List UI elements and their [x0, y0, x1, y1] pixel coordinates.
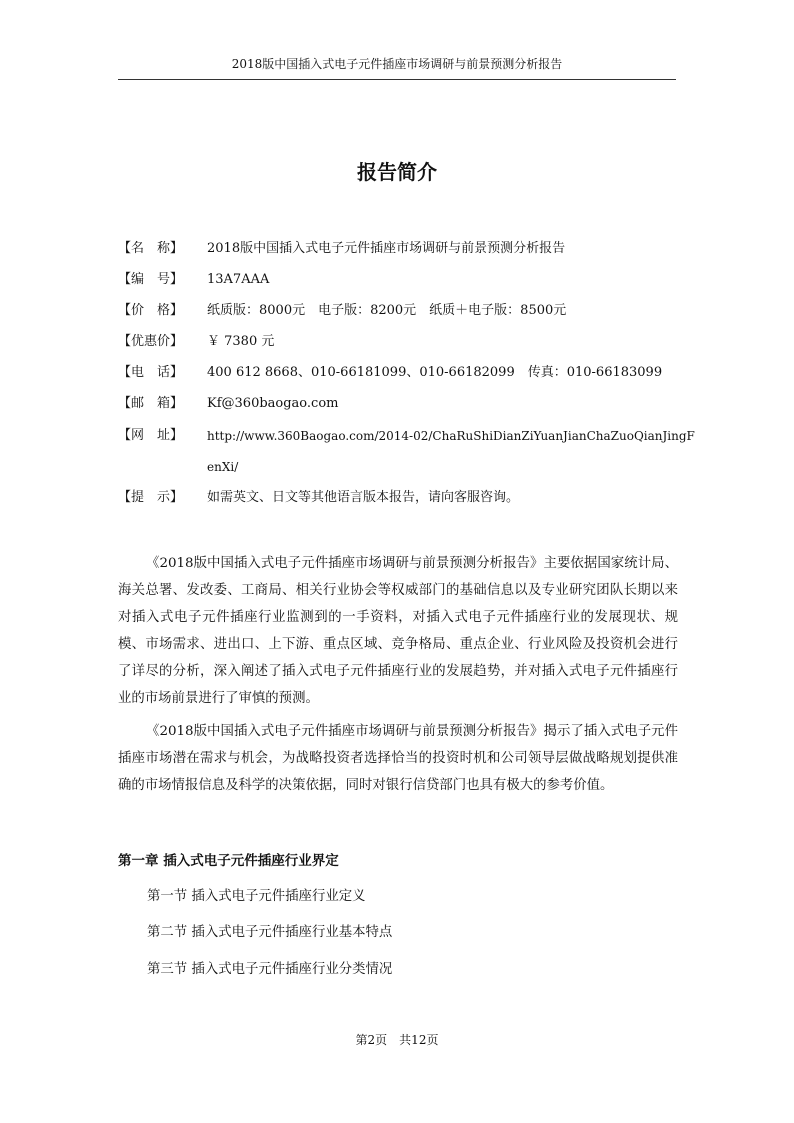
page-footer: 第2页 共12页 [355, 1033, 439, 1047]
url-link-line1[interactable]: http://www.360Baogao.com/2014-02/ChaRuShiDianZiYuanJianChaZuoQianJingF [207, 429, 695, 443]
info-label-phone: 【电 话】 [118, 365, 184, 380]
info-label-code: 【编 号】 [118, 272, 184, 287]
header-divider [118, 79, 676, 80]
toc-section-2: 第二节 插入式电子元件插座行业基本特点 [147, 925, 393, 940]
toc-section-3: 第三节 插入式电子元件插座行业分类情况 [147, 962, 393, 977]
info-value-code: 13A7AAA [207, 272, 270, 287]
info-label-email: 【邮 箱】 [118, 396, 184, 411]
info-value-discount: ￥ 7380 元 [207, 334, 275, 349]
page-header: 2018版中国插入式电子元件插座市场调研与前景预测分析报告 [231, 57, 563, 71]
intro-paragraph-2: 《2018版中国插入式电子元件插座市场调研与前景预测分析报告》揭示了插入式电子元件插座市场潜在需求与机会，为战略投资者选择恰当的投资时机和公司领导层做战略规划提供准确的市场情报信息及科学的决策依据，同时对银行信贷部门也具有极大的参考价值。 [118, 724, 678, 793]
info-value-phone: 400 612 8668、010-66181099、010-66182099 传真：010-66183099 [207, 365, 663, 380]
info-value-price: 纸质版：8000元 电子版：8200元 纸质＋电子版：8500元 [207, 303, 567, 318]
toc-section-1: 第一节 插入式电子元件插座行业定义 [147, 889, 366, 904]
toc-chapter-heading: 第一章 插入式电子元件插座行业界定 [118, 853, 339, 869]
info-label-discount: 【优惠价】 [118, 334, 184, 349]
info-value-tip: 如需英文、日文等其他语言版本报告，请向客服咨询。 [207, 490, 520, 505]
report-title: 报告简介 [357, 160, 437, 184]
email-link[interactable]: Kf@360baogao.com [207, 396, 339, 411]
info-value-name: 2018版中国插入式电子元件插座市场调研与前景预测分析报告 [207, 241, 566, 256]
intro-paragraph-1: 《2018版中国插入式电子元件插座市场调研与前景预测分析报告》主要依据国家统计局、海关总署、发改委、工商局、相关行业协会等权威部门的基础信息以及专业研究团队长期以来对插入式电子元件插座行业监测到的一手资料，对插入式电子元件插座行业的发展现状、规模、市场需求、进出口、上下游、重点区域、竞争格局、重点企业、行业风险及投资机会进行了详尽的分析，深入阐述了插入式电子元件插座行业的发展趋势，并对插入式电子元件插座行业的市场前景进行了审慎的预测。 [118, 556, 678, 706]
info-label-tip: 【提 示】 [118, 490, 184, 505]
info-label-name: 【名 称】 [118, 241, 184, 256]
info-label-price: 【价 格】 [118, 303, 184, 318]
info-label-url: 【网 址】 [118, 428, 184, 443]
url-link-line2[interactable]: enXi/ [207, 460, 239, 474]
